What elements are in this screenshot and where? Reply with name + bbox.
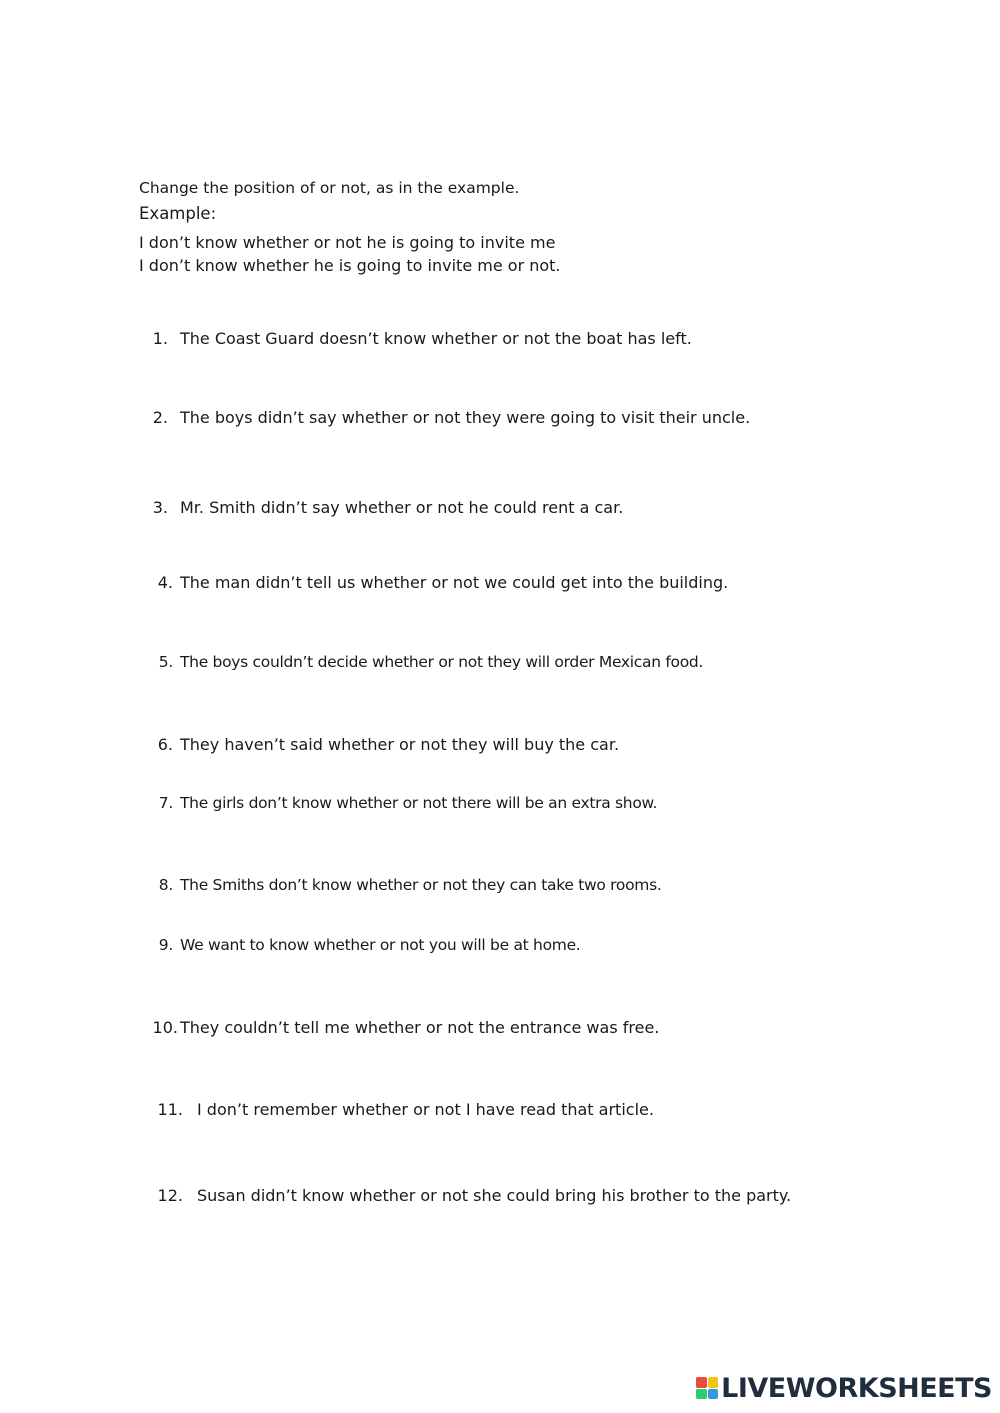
exercise-item-10 [150,1018,659,1038]
item-text: The boys didn’t say whether or not they were going to visit their uncle. [180,408,751,427]
item-number: 7. [158,794,173,812]
item-number: 3. [152,498,168,517]
item-number: 5. [158,653,173,671]
exercise-item-9 [155,935,580,955]
item-text: Susan didn’t know whether or not she could bring his brother to the party. [197,1186,792,1205]
item-number: 6. [157,735,173,754]
item-number: 11. [157,1100,183,1119]
instruction-text: Change the position of or not, as in the example. [139,179,520,197]
exercise-item-2 [150,408,750,428]
item-text: The man didn’t tell us whether or not we could get into the building. [180,573,729,592]
example-rewritten-sentence: I don’t know whether he is going to invite me or not. [139,256,561,275]
item-number: 8. [158,876,173,894]
exercise-item-11 [157,1100,654,1120]
item-number: 9. [158,936,173,954]
exercise-item-4 [155,573,728,593]
example-label: Example: [139,204,217,223]
item-text: Mr. Smith didn’t say whether or not he could rent a car. [180,498,624,517]
item-text: They couldn’t tell me whether or not the entrance was free. [180,1018,660,1037]
item-text: We want to know whether or not you will be at home. [180,936,581,954]
item-number: 1. [152,329,168,348]
item-text: The Smiths don’t know whether or not they can take two rooms. [180,876,662,894]
exercise-item-5 [155,652,703,672]
exercise-item-1 [150,329,692,349]
exercise-item-6 [155,735,619,755]
item-number: 4. [157,573,173,592]
item-text: I don’t remember whether or not I have read that article. [197,1100,654,1119]
exercise-item-8 [155,875,661,895]
item-number: 2. [152,408,168,427]
liveworksheets-logo [696,1373,992,1403]
item-text: They haven’t said whether or not they will buy the car. [180,735,620,754]
exercise-item-7 [155,793,657,813]
item-text: The Coast Guard doesn’t know whether or not the boat has left. [180,329,692,348]
item-number: 10. [152,1018,178,1037]
item-text: The girls don’t know whether or not there will be an extra show. [180,794,658,812]
item-text: The boys couldn’t decide whether or not they will order Mexican food. [180,653,704,671]
liveworksheets-logo-icon [696,1377,718,1399]
exercise-item-3 [150,498,623,518]
item-number: 12. [157,1186,183,1205]
example-original-sentence: I don’t know whether or not he is going to invite me [139,233,556,252]
exercise-item-12 [157,1186,791,1206]
logo-text: LIVEWORKSHEETS [721,1372,992,1404]
